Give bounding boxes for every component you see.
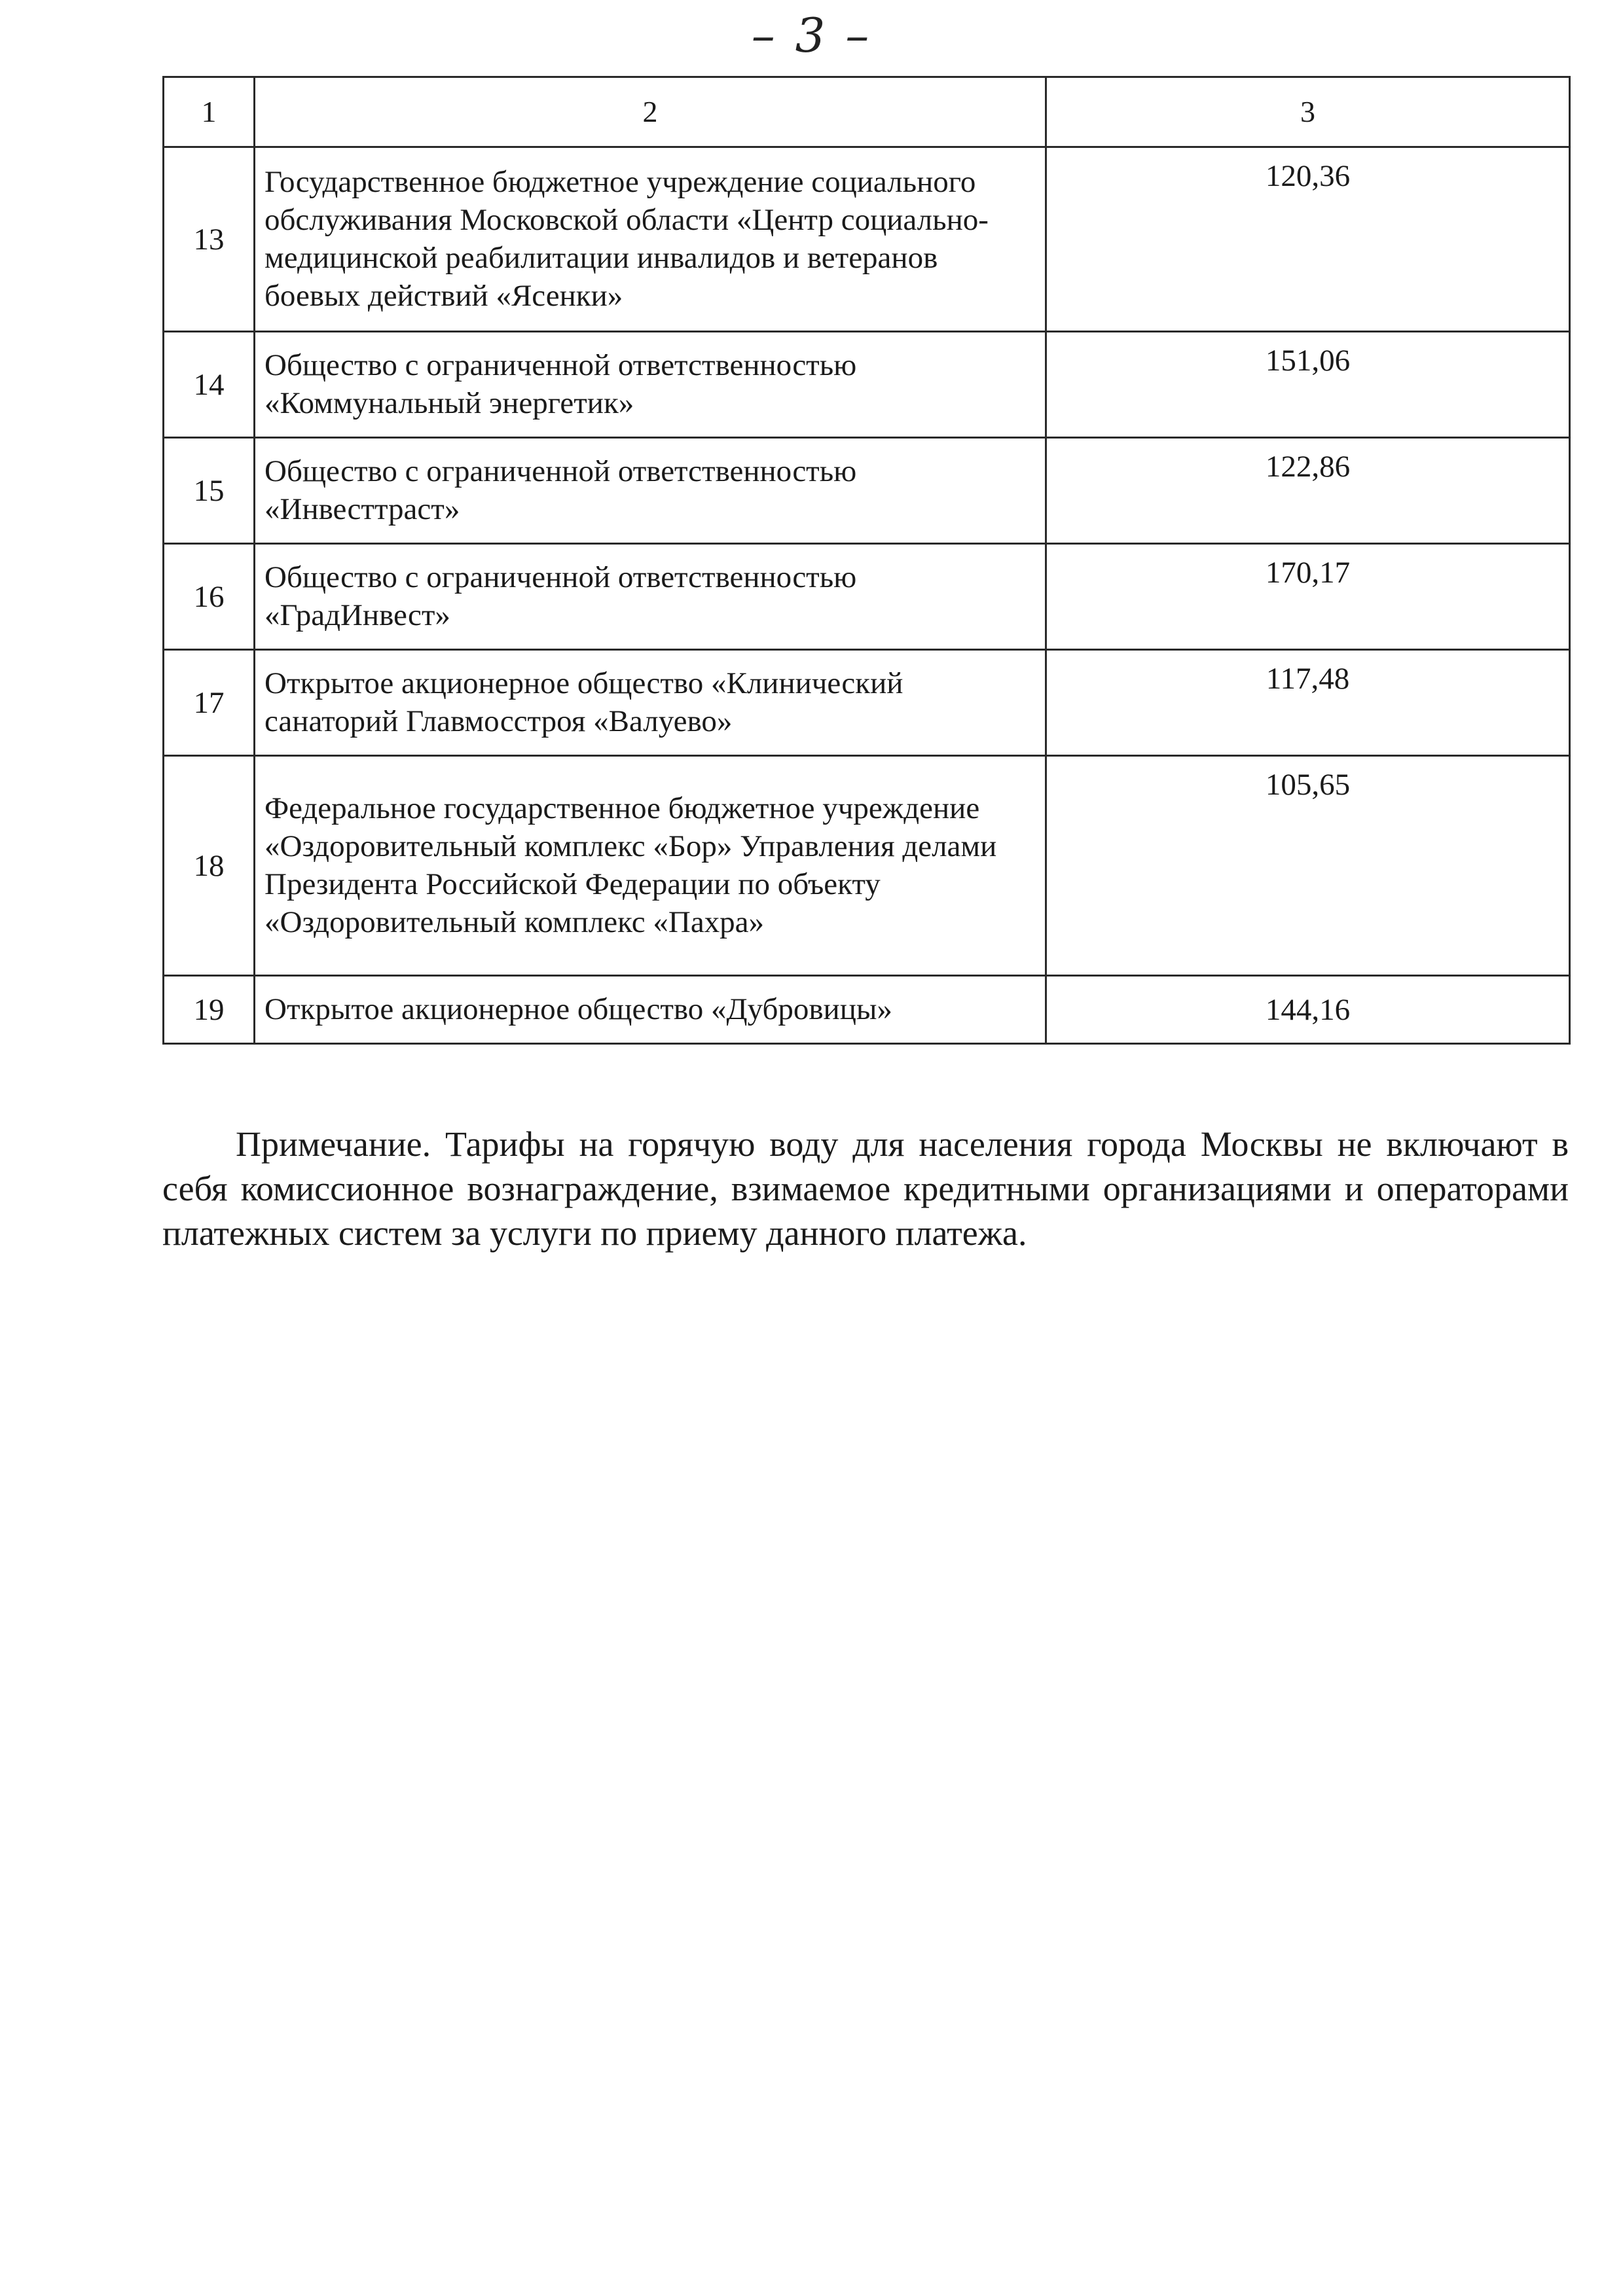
table-row xyxy=(164,438,1570,544)
table-row xyxy=(164,650,1570,756)
table-row xyxy=(164,756,1570,976)
organization-name: Открытое акционерное общество «Клинический санаторий Главмосстроя «Валуево» xyxy=(255,650,1046,756)
table-row xyxy=(164,147,1570,332)
organization-name: Общество с ограниченной ответственностью «Инвесттраст» xyxy=(255,438,1046,544)
organization-name: Открытое акционерное общество «Дубровицы» xyxy=(255,976,1046,1044)
page-number: – 3 – xyxy=(751,8,872,63)
tariff-value: 105,65 xyxy=(1046,756,1570,976)
tariff-value: 151,06 xyxy=(1046,332,1570,438)
row-number: 19 xyxy=(164,976,255,1044)
tariff-table-container xyxy=(162,76,1569,1045)
header-col-1: 1 xyxy=(164,77,255,147)
table-row xyxy=(164,332,1570,438)
header-col-3: 3 xyxy=(1046,77,1570,147)
row-number: 15 xyxy=(164,438,255,544)
table-row xyxy=(164,544,1570,650)
tariff-value: 120,36 xyxy=(1046,147,1570,332)
row-number: 16 xyxy=(164,544,255,650)
tariff-value: 170,17 xyxy=(1046,544,1570,650)
organization-name: Государственное бюджетное учреждение социального обслуживания Московской области «Центр социально-медицинской реабилитации инвалидов и ветеранов боевых действий «Ясенки» xyxy=(255,147,1046,332)
table-row xyxy=(164,976,1570,1044)
note-paragraph: Примечание. Тарифы на горячую воду для населения города Москвы не включают в себя комиссионное вознаграждение, взимаемое кредитными организациями и операторами платежных систем за услуги по приему данного платежа. xyxy=(162,1124,1569,1253)
organization-name: Федеральное государственное бюджетное учреждение «Оздоровительный комплекс «Бор» Управления делами Президента Российской Федерации по объекту «Оздоровительный комплекс «Пахра» xyxy=(255,756,1046,976)
tariff-table xyxy=(162,76,1571,1045)
row-number: 14 xyxy=(164,332,255,438)
row-number: 18 xyxy=(164,756,255,976)
organization-name: Общество с ограниченной ответственностью «Коммунальный энергетик» xyxy=(255,332,1046,438)
tariff-value: 117,48 xyxy=(1046,650,1570,756)
organization-name: Общество с ограниченной ответственностью «ГрадИнвест» xyxy=(255,544,1046,650)
table-header-row xyxy=(164,77,1570,147)
header-col-2: 2 xyxy=(255,77,1046,147)
tariff-value: 144,16 xyxy=(1046,976,1570,1044)
row-number: 13 xyxy=(164,147,255,332)
row-number: 17 xyxy=(164,650,255,756)
tariff-value: 122,86 xyxy=(1046,438,1570,544)
